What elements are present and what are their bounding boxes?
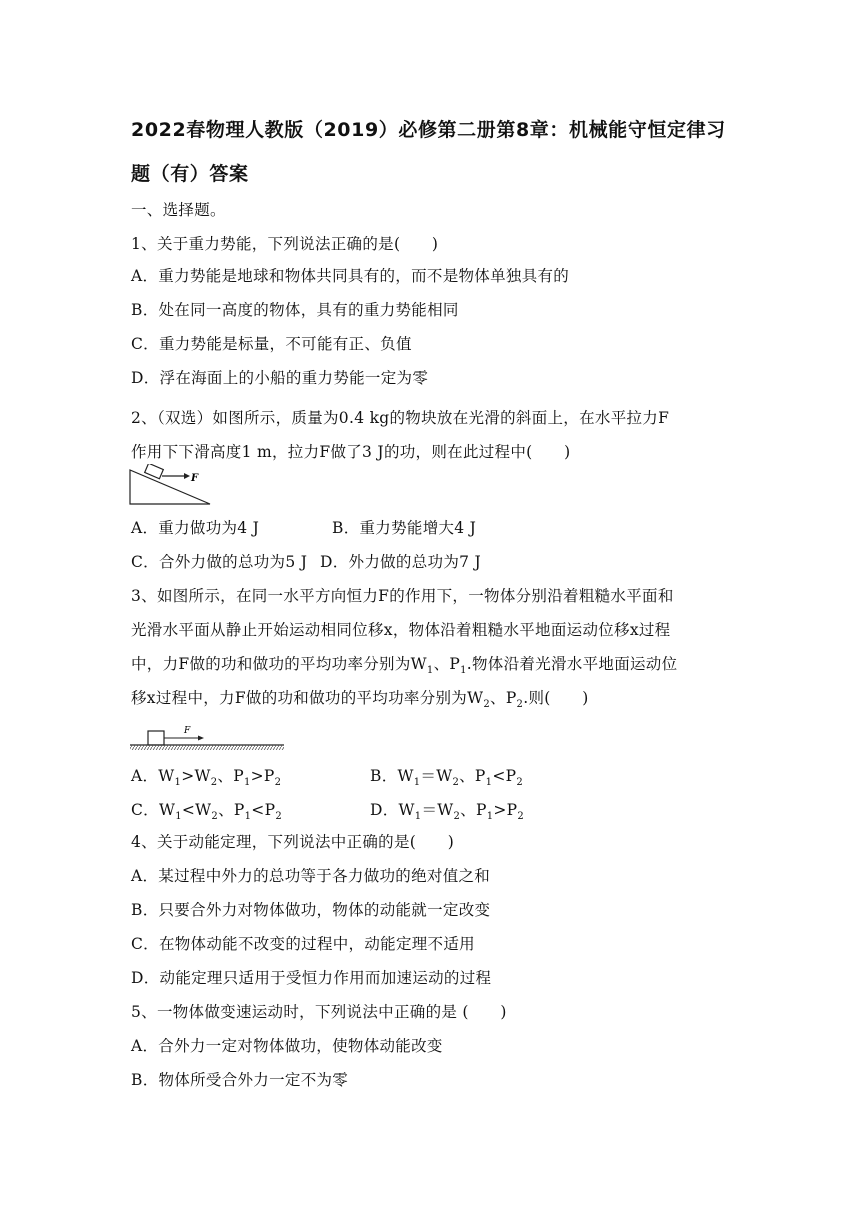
- q2-option-a: A．重力做功为4 J: [131, 519, 260, 537]
- q5-stem: 5、一物体做变速运动时，下列说法中正确的是 ( ): [131, 1003, 507, 1021]
- q2-stem-line-2: 作用下下滑高度1 m，拉力F做了3 J的功，则在此过程中( ): [131, 443, 571, 461]
- opt-text: D．W: [370, 801, 415, 819]
- opt-text: <W: [181, 801, 212, 819]
- opt-text: ＝W: [420, 767, 453, 785]
- q3-option-b: [370, 764, 523, 788]
- q4-option-a: A．某过程中外力的总功等于各力做功的绝对值之和: [131, 867, 491, 885]
- q1-option-c: C．重力势能是标量，不可能有正、负值: [131, 335, 412, 353]
- block: [145, 464, 164, 479]
- opt-text: 、P: [460, 801, 487, 819]
- subscript: 1: [243, 777, 251, 789]
- opt-text: ＝W: [421, 801, 454, 819]
- q5-option-b: B．物体所受合外力一定不为零: [131, 1071, 349, 1089]
- subscript: 1: [485, 777, 493, 789]
- q3-stem-line-3: [131, 652, 677, 676]
- q1-option-b: B．处在同一高度的物体，具有的重力势能相同: [131, 301, 459, 319]
- q3-stem-line-1: 3、如图所示，在同一水平方向恒力F的作用下，一物体分别沿着粗糙水平面和: [131, 587, 674, 605]
- q3-line3-part-b: 、P: [433, 655, 461, 673]
- subscript: 2: [453, 811, 461, 823]
- q3-option-c: [131, 798, 282, 822]
- q3-line4-part-b: 、P: [490, 689, 517, 707]
- force-arrow-head: [198, 736, 204, 741]
- subscript: 1: [426, 665, 434, 677]
- opt-text: 、P: [217, 767, 244, 785]
- q5-option-a: A．合外力一定对物体做功，使物体动能改变: [131, 1037, 443, 1055]
- q3-line3-part-c: .物体沿着光滑水平地面运动位: [466, 655, 678, 673]
- opt-text: 、P: [459, 767, 486, 785]
- ground-hatch: [130, 745, 284, 750]
- opt-text: <P: [492, 767, 517, 785]
- force-arrow-head: [184, 473, 190, 479]
- q1-option-d: D．浮在海面上的小船的重力势能一定为零: [131, 369, 429, 387]
- q3-option-a: [131, 764, 281, 788]
- q4-option-d: D．动能定理只适用于受恒力作用而加速运动的过程: [131, 969, 492, 987]
- subscript: 2: [483, 699, 491, 711]
- q4-option-b: B．只要合外力对物体做功，物体的动能就一定改变: [131, 901, 491, 919]
- q4-option-c: C．在物体动能不改变的过程中，动能定理不适用: [131, 935, 475, 953]
- q3-line4-part-c: .则( ): [523, 689, 589, 707]
- subscript: 2: [211, 811, 219, 823]
- document-title: 2022春物理人教版（2019）必修第二册第8章：机械能守恒定律习题（有）答案: [131, 119, 726, 185]
- opt-text: <P: [251, 801, 276, 819]
- subscript: 1: [413, 777, 421, 789]
- subscript: 1: [486, 811, 494, 823]
- opt-text: >P: [250, 767, 275, 785]
- q3-stem-line-4: [131, 686, 589, 710]
- opt-text: >W: [181, 767, 211, 785]
- q3-line4-part-a: 移x过程中，力F做的功和做功的平均功率分别为W: [131, 689, 484, 707]
- q1-stem: 1、关于重力势能，下列说法正确的是( ): [131, 235, 439, 253]
- subscript: 1: [414, 811, 422, 823]
- subscript: 2: [452, 777, 460, 789]
- subscript: 1: [174, 777, 182, 789]
- subscript: 2: [210, 777, 218, 789]
- opt-text: 、P: [218, 801, 245, 819]
- subscript: 2: [516, 699, 524, 711]
- q4-stem: 4、关于动能定理，下列说法中正确的是( ): [131, 833, 455, 851]
- subscript: 2: [516, 777, 524, 789]
- opt-text: C．W: [131, 801, 176, 819]
- incline-figure: [128, 464, 216, 508]
- q3-stem-line-2: 光滑水平面从静止开始运动相同位移x，物体沿着粗糙水平地面运动位移x过程: [131, 621, 671, 639]
- q1-option-a: A．重力势能是地球和物体共同具有的，而不是物体单独具有的: [131, 267, 570, 285]
- opt-text: A．W: [131, 767, 175, 785]
- force-label: F: [191, 473, 199, 484]
- force-label: F: [184, 726, 191, 736]
- q2-option-d: D．外力做的总功为7 J: [320, 553, 482, 571]
- subscript: 2: [274, 777, 282, 789]
- q2-option-c: C．合外力做的总功为5 J: [131, 553, 308, 571]
- subscript: 2: [517, 811, 525, 823]
- subscript: 1: [244, 811, 252, 823]
- subscript: 1: [175, 811, 182, 823]
- q2-stem-line-1: 2、（双选）如图所示，质量为0.4 kg的物块放在光滑的斜面上，在水平拉力F: [131, 409, 670, 427]
- subscript: 2: [275, 811, 282, 823]
- opt-text: >P: [493, 801, 518, 819]
- box: [148, 731, 164, 745]
- opt-text: B．W: [370, 767, 414, 785]
- q3-option-d: [370, 798, 524, 822]
- section-heading: 一、选择题。: [131, 201, 226, 219]
- subscript: 1: [460, 665, 467, 677]
- q2-option-b: B．重力势能增大4 J: [332, 519, 477, 537]
- q3-line3-part-a: 中，力F做的功和做功的平均功率分别为W: [131, 655, 427, 673]
- ground-figure: [128, 722, 288, 756]
